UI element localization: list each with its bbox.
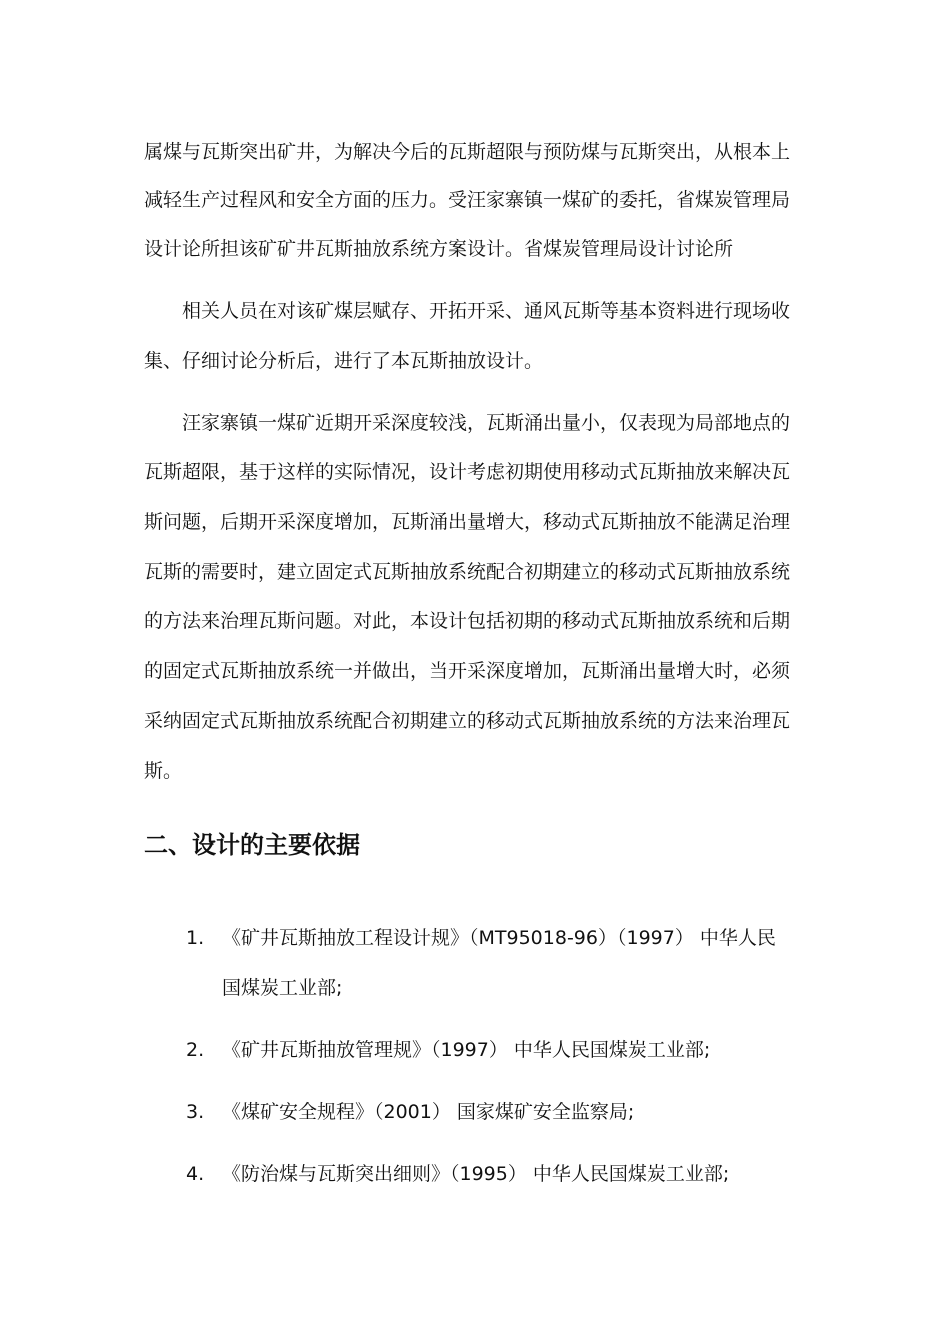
paragraph-line: 减轻生产过程风和安全方面的压力。受汪家寨镇一煤矿的委托，省煤炭管理局 — [144, 189, 791, 211]
reference-text: 《防治煤与瓦斯突出细则》（1995） 中华人民国煤炭工业部; — [222, 1163, 730, 1185]
section-heading: 二、设计的主要依据 — [144, 831, 360, 859]
reference-text: 《矿井瓦斯抽放工程设计规》（MT95018-96）（1997） 中华人民 — [222, 927, 776, 949]
paragraph-line: 集、仔细讨论分析后，进行了本瓦斯抽放设计。 — [144, 350, 544, 372]
paragraph-line: 设计论所担该矿矿井瓦斯抽放系统方案设计。省煤炭管理局设计讨论所 — [144, 238, 734, 260]
reference-number: 3. — [186, 1101, 205, 1123]
paragraph-line: 的方法来治理瓦斯问题。对此，本设计包括初期的移动式瓦斯抽放系统和后期 — [144, 610, 791, 632]
paragraph-line: 斯。 — [144, 760, 183, 782]
paragraph-line: 采纳固定式瓦斯抽放系统配合初期建立的移动式瓦斯抽放系统的方法来治理瓦 — [144, 710, 791, 732]
reference-number: 2. — [186, 1039, 205, 1061]
paragraph-line: 属煤与瓦斯突出矿井，为解决今后的瓦斯超限与预防煤与瓦斯突出，从根本上 — [144, 141, 791, 163]
paragraph-line: 相关人员在对该矿煤层赋存、开拓开采、通风瓦斯等基本资料进行现场收 — [182, 300, 791, 322]
paragraph-line: 的固定式瓦斯抽放系统一并做出，当开采深度增加，瓦斯涌出量增大时，必须 — [144, 660, 791, 682]
paragraph-line: 汪家寨镇一煤矿近期开采深度较浅，瓦斯涌出量小，仅表现为局部地点的 — [182, 412, 791, 434]
paragraph-line: 瓦斯超限，基于这样的实际情况，设计考虑初期使用移动式瓦斯抽放来解决瓦 — [144, 461, 791, 483]
reference-text: 《矿井瓦斯抽放管理规》（1997） 中华人民国煤炭工业部; — [222, 1039, 711, 1061]
reference-number: 4. — [186, 1163, 205, 1185]
reference-text: 《煤矿安全规程》（2001） 国家煤矿安全监察局; — [222, 1101, 635, 1123]
paragraph-line: 瓦斯的需要时，建立固定式瓦斯抽放系统配合初期建立的移动式瓦斯抽放系统 — [144, 561, 791, 583]
reference-number: 1. — [186, 927, 205, 949]
reference-text-continued: 国煤炭工业部; — [222, 977, 343, 999]
paragraph-line: 斯问题，后期开采深度增加，瓦斯涌出量增大，移动式瓦斯抽放不能满足治理 — [144, 511, 791, 533]
